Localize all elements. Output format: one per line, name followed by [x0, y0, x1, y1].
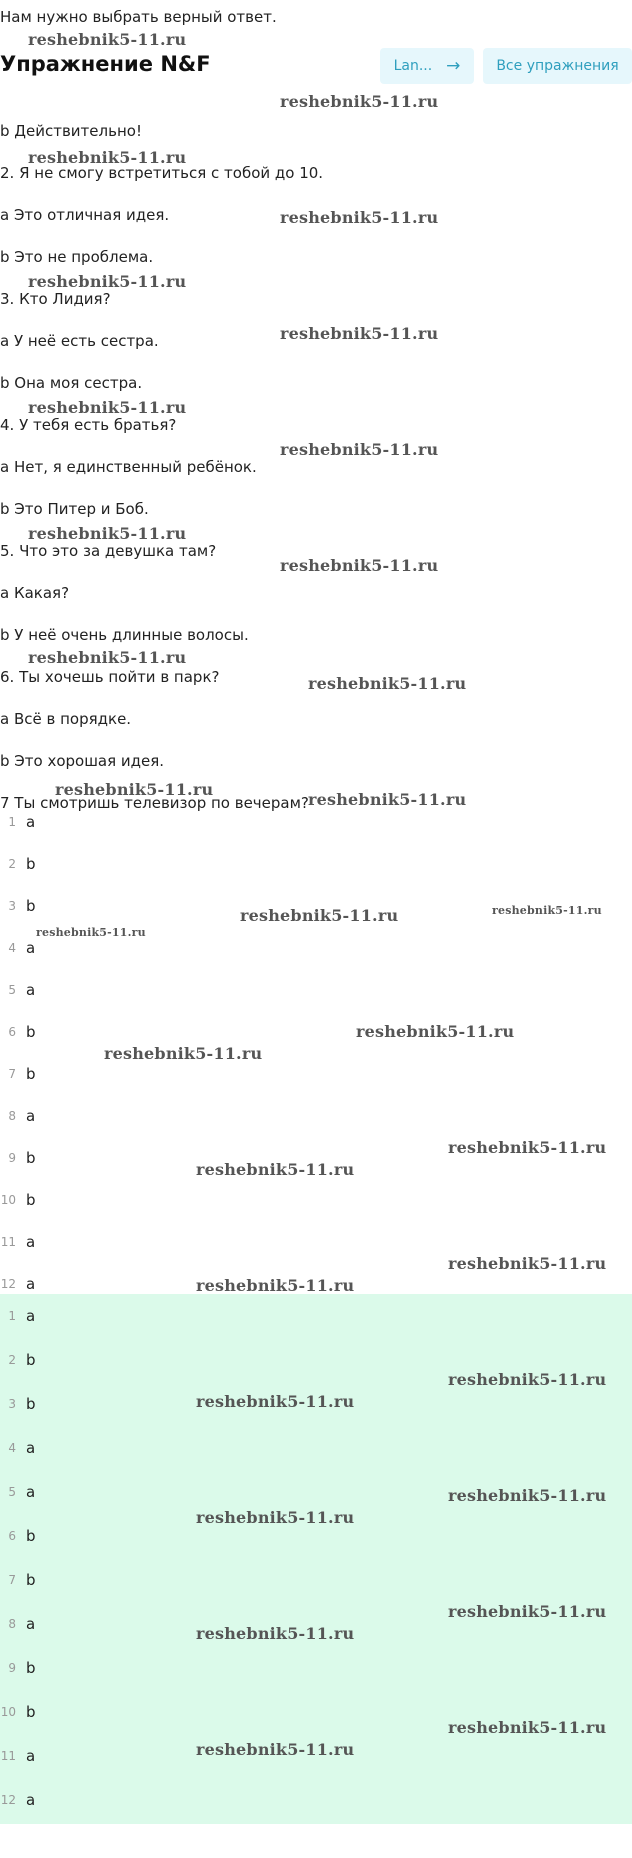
watermark: reshebnik5-11.ru: [448, 1602, 607, 1621]
answer-row[interactable]: [0, 812, 35, 832]
language-button-label: Lan...: [393, 58, 433, 74]
answer-number: 11: [0, 1235, 16, 1249]
answer-value: b: [26, 1351, 36, 1369]
answer-value: a: [26, 939, 36, 957]
answer-number: 12: [0, 1793, 16, 1807]
watermark: reshebnik5-11.ru: [448, 1138, 607, 1157]
correct-answer-row: [0, 1438, 35, 1458]
list-item: a Это отличная идея.: [0, 206, 170, 224]
answer-number: 1: [8, 815, 16, 829]
watermark: reshebnik5-11.ru: [36, 926, 146, 939]
answer-number: 4: [8, 1441, 16, 1455]
watermark: reshebnik5-11.ru: [28, 148, 187, 167]
answer-number: 9: [8, 1151, 16, 1165]
list-item: b Это Питер и Боб.: [0, 500, 149, 518]
list-item: b Она моя сестра.: [0, 374, 143, 392]
answer-value: b: [26, 1065, 36, 1083]
list-item: a У неё есть сестра.: [0, 332, 159, 350]
list-item: b У неё очень длинные волосы.: [0, 626, 249, 644]
answer-value: b: [26, 1659, 36, 1677]
list-item: a Нет, я единственный ребёнок.: [0, 458, 257, 476]
watermark: reshebnik5-11.ru: [448, 1486, 607, 1505]
answer-row[interactable]: [0, 980, 35, 1000]
answer-value: a: [26, 1307, 36, 1325]
correct-answer-row: [0, 1614, 35, 1634]
answer-number: 2: [8, 1353, 16, 1367]
answer-value: b: [26, 897, 36, 915]
answer-row[interactable]: [0, 938, 35, 958]
answer-value: b: [26, 1149, 36, 1167]
answer-row[interactable]: [0, 1022, 36, 1042]
watermark: reshebnik5-11.ru: [28, 524, 187, 543]
answer-value: a: [26, 1233, 36, 1251]
list-item: 4. У тебя есть братья?: [0, 416, 177, 434]
watermark: reshebnik5-11.ru: [448, 1254, 607, 1273]
list-item: b Это хорошая идея.: [0, 752, 165, 770]
list-item: 6. Ты хочешь пойти в парк?: [0, 668, 220, 686]
answer-row[interactable]: [0, 1232, 35, 1252]
watermark: reshebnik5-11.ru: [280, 324, 439, 343]
answer-number: 10: [0, 1705, 16, 1719]
correct-answer-row: [0, 1746, 35, 1766]
answer-number: 12: [0, 1277, 16, 1291]
answer-value: a: [26, 1483, 36, 1501]
watermark: reshebnik5-11.ru: [196, 1392, 355, 1411]
answer-number: 1: [8, 1309, 16, 1323]
correct-answer-row: [0, 1394, 36, 1414]
watermark: reshebnik5-11.ru: [280, 440, 439, 459]
watermark: reshebnik5-11.ru: [196, 1508, 355, 1527]
answer-value: a: [26, 1747, 36, 1765]
list-item: b Действительно!: [0, 122, 142, 140]
answer-number: 6: [8, 1529, 16, 1543]
watermark: reshebnik5-11.ru: [356, 1022, 515, 1041]
watermark: reshebnik5-11.ru: [492, 904, 602, 917]
page-title: Упражнение N&F: [0, 52, 211, 76]
watermark: reshebnik5-11.ru: [196, 1160, 355, 1179]
answer-number: 6: [8, 1025, 16, 1039]
watermark: reshebnik5-11.ru: [308, 674, 467, 693]
answer-value: a: [26, 1275, 36, 1293]
watermark: reshebnik5-11.ru: [28, 272, 187, 291]
answers-list: [0, 802, 632, 1294]
correct-answer-row: [0, 1350, 36, 1370]
watermark: reshebnik5-11.ru: [55, 780, 214, 799]
answer-number: 8: [8, 1617, 16, 1631]
list-item: 3. Кто Лидия?: [0, 290, 111, 308]
answer-row[interactable]: [0, 1274, 35, 1294]
correct-answer-row: [0, 1658, 36, 1678]
answer-number: 2: [8, 857, 16, 871]
correct-answer-row: [0, 1306, 35, 1326]
watermark: reshebnik5-11.ru: [280, 208, 439, 227]
correct-answer-row: [0, 1702, 36, 1722]
watermark: reshebnik5-11.ru: [196, 1740, 355, 1759]
answer-value: b: [26, 1395, 36, 1413]
answer-value: a: [26, 1615, 36, 1633]
watermark: reshebnik5-11.ru: [448, 1718, 607, 1737]
watermark: reshebnik5-11.ru: [196, 1624, 355, 1643]
answer-value: b: [26, 1191, 36, 1209]
answer-row[interactable]: [0, 1064, 36, 1084]
watermark: reshebnik5-11.ru: [196, 1276, 355, 1295]
answer-number: 8: [8, 1109, 16, 1123]
answer-value: b: [26, 855, 36, 873]
watermark: reshebnik5-11.ru: [28, 30, 187, 49]
watermark: reshebnik5-11.ru: [280, 92, 439, 111]
answer-number: 3: [8, 1397, 16, 1411]
answer-value: b: [26, 1527, 36, 1545]
answer-value: a: [26, 1107, 36, 1125]
answer-number: 10: [0, 1193, 16, 1207]
watermark: reshebnik5-11.ru: [308, 790, 467, 809]
answer-value: a: [26, 1791, 36, 1809]
list-item: a Какая?: [0, 584, 70, 602]
answer-number: 3: [8, 899, 16, 913]
answer-row[interactable]: [0, 854, 36, 874]
answer-number: 7: [8, 1067, 16, 1081]
answer-number: 4: [8, 941, 16, 955]
answer-row[interactable]: [0, 1106, 35, 1126]
answer-value: b: [26, 1703, 36, 1721]
answer-value: a: [26, 1439, 36, 1457]
answer-value: b: [26, 1023, 36, 1041]
answer-number: 11: [0, 1749, 16, 1763]
instruction-text: Нам нужно выбрать верный ответ.: [0, 8, 277, 26]
arrow-right-icon: →: [446, 55, 461, 76]
answer-number: 7: [8, 1573, 16, 1587]
answer-value: b: [26, 1571, 36, 1589]
correct-answer-row: [0, 1570, 36, 1590]
list-item: 7 Ты смотришь телевизор по вечерам?: [0, 794, 309, 812]
correct-answer-row: [0, 1482, 35, 1502]
all-exercises-label: Все упражнения: [496, 58, 619, 74]
watermark: reshebnik5-11.ru: [240, 906, 399, 925]
answer-row[interactable]: [0, 896, 36, 916]
watermark: reshebnik5-11.ru: [280, 556, 439, 575]
watermark: reshebnik5-11.ru: [448, 1370, 607, 1389]
answer-row[interactable]: [0, 1148, 36, 1168]
watermark: reshebnik5-11.ru: [28, 398, 187, 417]
answer-number: 5: [8, 1485, 16, 1499]
list-item: b Это не проблема.: [0, 248, 154, 266]
answer-value: a: [26, 813, 36, 831]
list-item: 2. Я не смогу встретиться с тобой до 10.: [0, 164, 324, 182]
watermark: reshebnik5-11.ru: [28, 648, 187, 667]
answer-number: 5: [8, 983, 16, 997]
answer-row[interactable]: [0, 1190, 36, 1210]
correct-answer-row: [0, 1526, 36, 1546]
answer-number: 9: [8, 1661, 16, 1675]
answer-value: a: [26, 981, 36, 999]
correct-answer-row: [0, 1790, 35, 1810]
list-item: 5. Что это за девушка там?: [0, 542, 217, 560]
list-item: a Всё в порядке.: [0, 710, 132, 728]
watermark: reshebnik5-11.ru: [104, 1044, 263, 1063]
